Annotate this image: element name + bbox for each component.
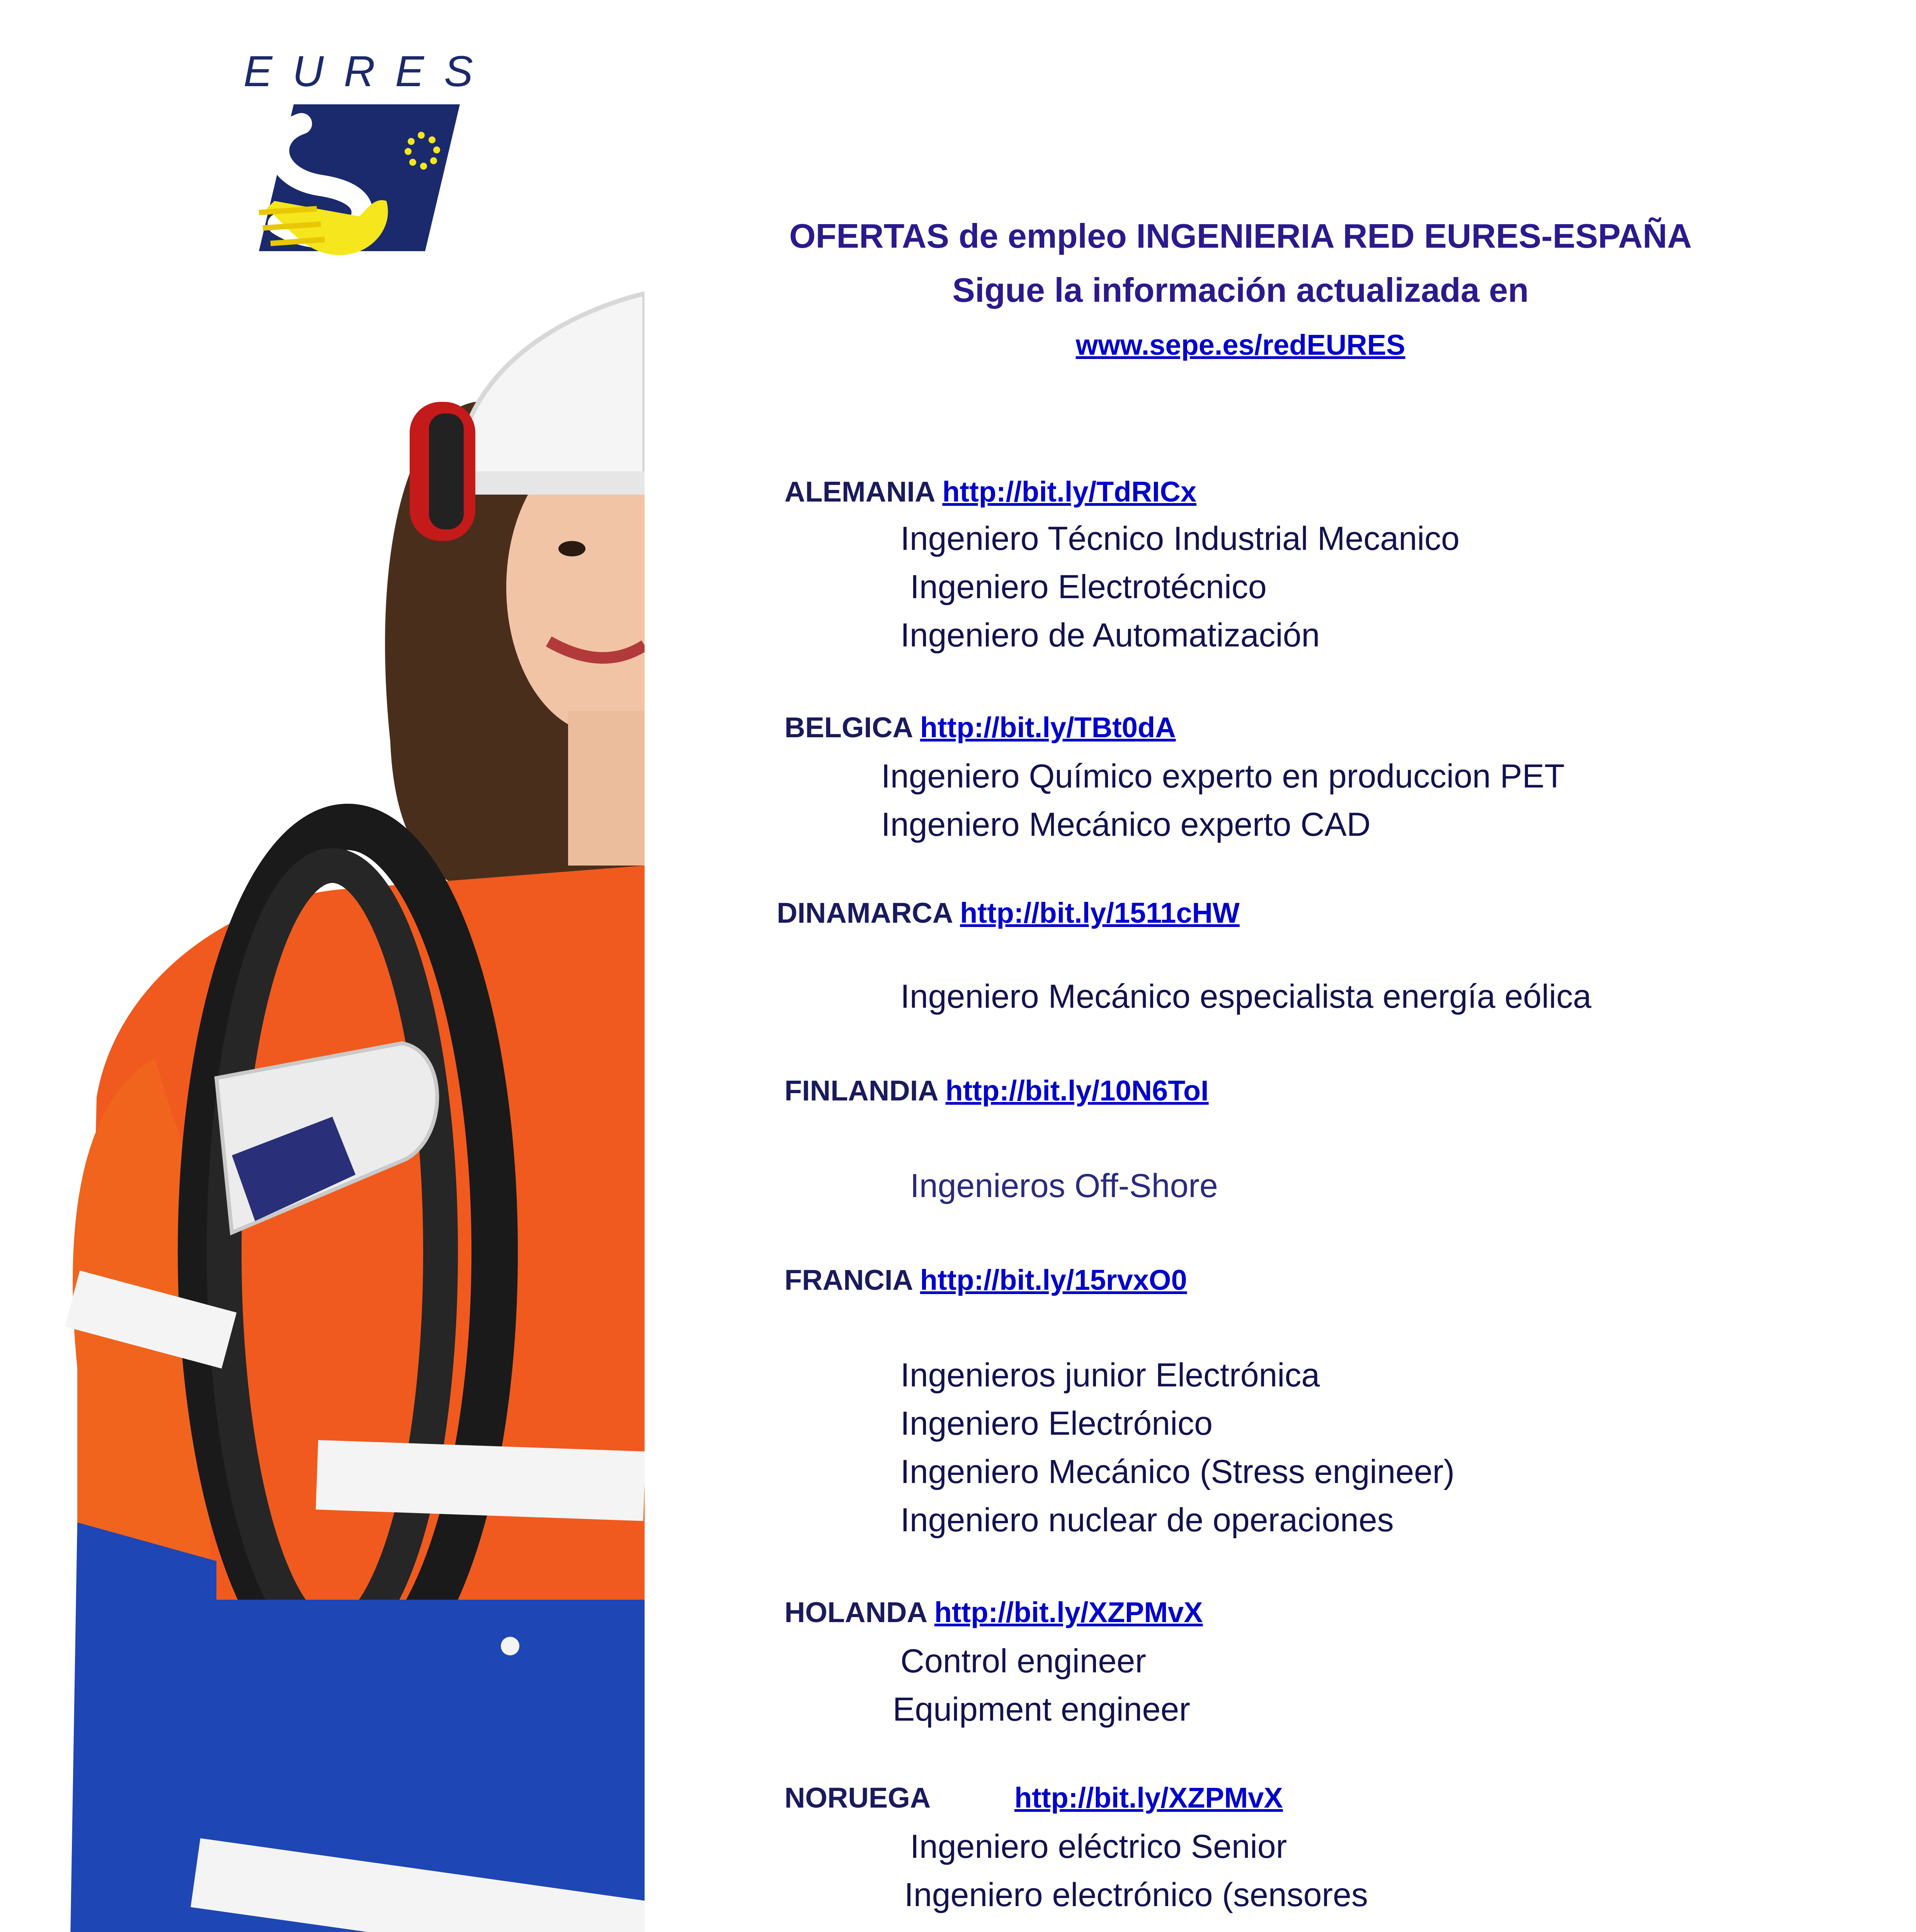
job-item: Ingeniero de Automatización: [900, 617, 1320, 654]
country-link[interactable]: http://bit.ly/XZPMvX: [934, 1596, 1203, 1628]
country-finlandia: [784, 1074, 1209, 1107]
logo-wordmark: EURES: [243, 47, 493, 95]
country-name: ALEMANIA: [784, 476, 934, 508]
job-item: Ingeniero electrónico (sensores: [904, 1876, 1368, 1913]
job-item: Equipment engineer: [893, 1691, 1190, 1728]
country-link[interactable]: http://bit.ly/TBt0dA: [920, 711, 1176, 743]
header-link[interactable]: www.sepe.es/redEURES: [1075, 329, 1406, 361]
job-item: Ingeniero Mecánico (Stress engineer): [900, 1453, 1455, 1490]
country-name: NORUEGA: [784, 1782, 931, 1814]
country-name: DINAMARCA: [777, 897, 952, 929]
country-link[interactable]: http://bit.ly/TdRICx: [942, 476, 1197, 508]
country-name: FRANCIA: [784, 1264, 912, 1296]
job-item: Ingeniero Electrónico: [900, 1405, 1213, 1442]
eures-logo: [243, 46, 493, 259]
job-item: Ingeniero eléctrico Senior: [910, 1828, 1287, 1865]
page-subtitle: Sigue la información actualizada en: [952, 271, 1529, 309]
job-item: Ingeniero Técnico Industrial Mecanico: [900, 520, 1460, 557]
job-item: Ingeniero Mecánico experto CAD: [881, 806, 1371, 843]
country-name: HOLANDA: [784, 1596, 927, 1628]
country-alemania: [784, 475, 1196, 508]
job-item: Ingeniero Mecánico especialista energía eólica: [900, 978, 1591, 1015]
country-noruega: [784, 1781, 931, 1814]
country-link[interactable]: http://bit.ly/XZPMvX: [1014, 1782, 1283, 1814]
country-name: FINLANDIA: [784, 1075, 938, 1107]
country-link[interactable]: http://bit.ly/10N6ToI: [945, 1075, 1209, 1107]
job-item: Ingeniero Electrotécnico: [910, 568, 1267, 605]
worker-photo: [0, 286, 645, 1932]
job-item: Ingenieros junior Electrónica: [900, 1357, 1320, 1394]
country-link[interactable]: http://bit.ly/15rvxO0: [920, 1264, 1187, 1296]
country-holanda: [784, 1596, 1203, 1629]
country-francia: [784, 1264, 1187, 1296]
page-title: OFERTAS de empleo INGENIERIA RED EURES-ESPAÑA: [789, 217, 1692, 255]
country-link[interactable]: http://bit.ly/1511cHW: [960, 897, 1240, 929]
country-belgica: [784, 711, 1176, 744]
country-name: BELGICA: [784, 711, 912, 743]
logo-emblem-icon: [243, 46, 493, 259]
job-item: Ingeniero nuclear de operaciones: [900, 1502, 1394, 1539]
job-item: Control engineer: [900, 1643, 1146, 1680]
country-dinamarca: [777, 896, 1240, 929]
job-item: Ingeniero Químico experto en produccion PET: [881, 758, 1565, 795]
job-item: Ingenieros Off-Shore: [910, 1167, 1218, 1204]
